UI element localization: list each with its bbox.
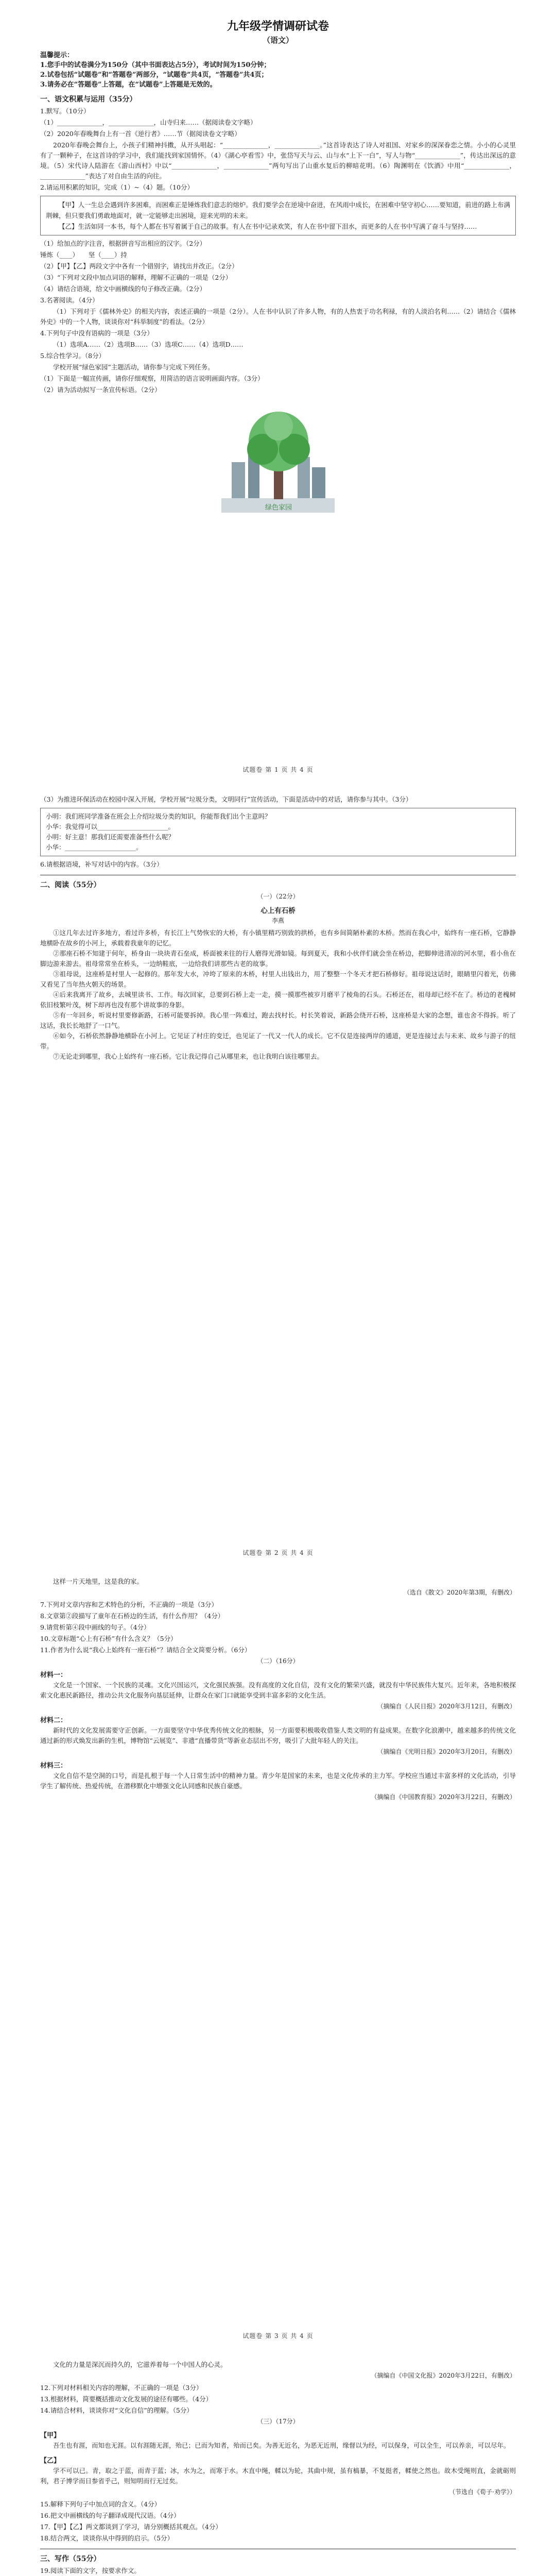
reading-1-question: 7.下列对文章内容和艺术特色的分析，不正确的一项是（3分） xyxy=(40,1601,218,1608)
reading-1-source: （选自《散文》2020年第3期，有删改） xyxy=(403,1589,516,1596)
reading-2-heading: （二）（16分） xyxy=(257,1657,299,1665)
question-4-body: （1）选项A……（2）选项B……（3）选项C……（4）选项D…… xyxy=(53,341,244,348)
question-1-line: （2）2020年春晚舞台上有一首《逆行者》……节（据阅读卷文字略） xyxy=(40,130,241,138)
material-1-heading: 材料一： xyxy=(40,1671,67,1679)
question-2-passage-box xyxy=(40,196,516,235)
reading-1-title: 心上有石桥 xyxy=(260,907,296,915)
reading-1-question: 10.文章标题“心上有石桥”有什么含义？（5分） xyxy=(40,1635,177,1642)
material-1-source: （摘编自《人民日报》2020年3月12日，有删改） xyxy=(377,1703,516,1710)
reading-1-paragraph: ④后来我离开了故乡，去城里读书、工作。每次回家，总要到石桥上走一走，摸一摸那些被岁月磨平了棱角的石头。石桥还在，祖母却已经不在了。桥边的老槐树依旧枝繁叶茂，树下却再也没有那个讲故事的身影。 xyxy=(40,991,516,1009)
reading-1-paragraph: ①这几年去过许多地方，看过许多桥，有长江上气势恢宏的大桥，有小镇里精巧别致的拱桥，也有乡间简陋朴素的木桥。然而在我心中，始终有一座石桥，它静静地横卧在故乡的小河上，承载着我童年的记忆。 xyxy=(40,929,516,947)
page-1-footer: 试题卷 第 1 页 共 4 页 xyxy=(242,766,314,773)
dialog-line: 小明：好主意！那我们还需要准备些什么呢？ xyxy=(46,833,175,841)
material-1-text: 文化是一个国家、一个民族的灵魂。文化兴国运兴，文化强民族强。没有高度的文化自信，没有文化的繁荣兴盛，就没有中华民族伟大复兴。近年来，各地积极探索文化惠民新路径，推动公共文化服务向基层延伸，让群众在家门口就能享受到丰富多彩的文化生活。 xyxy=(40,1681,516,1699)
reading-3-question: 18.结合两文，谈谈你从中得到的启示。（5分） xyxy=(40,2534,174,2542)
poster-building xyxy=(232,462,245,498)
section-1-heading: 一、语文积累与运用（35分） xyxy=(40,95,137,104)
reading-3-heading: （三）（17分） xyxy=(257,2418,299,2425)
question-5-cont: （3）为推进环保活动在校园中深入开展，学校开展“垃圾分类，文明同行”宣传活动，下面是活动中的对话，请你参与其中。（3分） xyxy=(40,795,412,803)
reading-3-question: 16.把文中画横线的句子翻译成现代汉语。（4分） xyxy=(40,2512,180,2519)
poster-building xyxy=(312,467,325,498)
reading-3-jia-text: 吾生也有涯，而知也无涯。以有涯随无涯，殆已；已而为知者，殆而已矣。为善无近名，为恶无近刑，缘督以为经，可以保身，可以全生，可以养亲，可以尽年。 xyxy=(53,2442,510,2449)
exam-title: 九年级学情调研试卷 xyxy=(227,20,329,33)
reading-3-yi-title: 【乙】 xyxy=(40,2457,61,2465)
page-3 xyxy=(0,1566,556,2349)
reading-3-yi-text: 学不可以已。青，取之于蓝，而青于蓝；冰，水为之，而寒于水。木直中绳，輮以为轮，其曲中规，虽有槁暴，不复挺者，輮使之然也。故木受绳则直，金就砺则利，君子博学而日参省乎己，则知明而行无过矣。 xyxy=(40,2467,516,2485)
reading-3-jia-title: 【甲】 xyxy=(40,2432,61,2439)
material-2-heading: 材料二： xyxy=(40,1717,67,1724)
reading-1-question: 11.作者为什么说“我心上始终有一座石桥”？请结合全文简要分析。（6分） xyxy=(40,1646,251,1654)
exam-subtitle: （语文） xyxy=(262,36,293,45)
poster-caption: 绿色家园 xyxy=(265,504,292,512)
note-item: 3.请务必在“答题卷”上答题，在“试题卷”上答题是无效的。 xyxy=(40,81,217,89)
section-3-heading: 三、写作（55分） xyxy=(40,2555,101,2563)
material-2-text: 新时代的文化发展需要守正创新。一方面要坚守中华优秀传统文化的根脉，另一方面要积极吸收借鉴人类文明的有益成果。在数字化浪潮中，越来越多的传统文化通过新的形式焕发出新的生机，博物馆“云展览”、非遗“直播带货”等新业态层出不穷，吸引了大批年轻人的关注。 xyxy=(40,1726,516,1744)
green-home-poster-image xyxy=(211,400,345,519)
question-5: 5.综合性学习。（8分） xyxy=(40,352,106,360)
reading-1-paragraph: ⑥如今，石桥依然静静地横卧在小河上。它见证了村庄的变迁，也见证了一代又一代人的成长。它不仅是连接两岸的通道，更是连接过去与未来、故乡与游子的纽带。 xyxy=(40,1032,516,1050)
reading-3-source: （节选自《荀子·劝学》） xyxy=(449,2488,516,2496)
passage-yi: 【乙】生活如同一本书，每个人都在书写着属于自己的故事。有人在书中记录欢笑，有人在书中留下泪水，而更多的人在书中写满了奋斗与坚持…… xyxy=(59,223,477,230)
reading-3-question: 17.【甲】【乙】两文都谈到了学习，请分别概括其观点。（4分） xyxy=(40,2523,222,2531)
question-2-sub: （2）【甲】【乙】两段文字中各有一个错别字，请找出并改正。（2分） xyxy=(40,262,238,270)
question-3-body: （1）下列对于《儒林外史》的相关内容，表述正确的一项是（2分）。人在书中认识了许多人物，有的人热衷于功名利禄，有的人淡泊名利……（2）请结合《儒林外史》中的一个人物，谈谈你对“科举制度”的看法。（2分） xyxy=(40,308,516,326)
question-2: 2.请运用积累的知识，完成（1）~（4）题。（10分） xyxy=(40,183,194,191)
reading-2-question: 14.请结合材料，谈谈你对“文化自信”的理解。（5分） xyxy=(40,2406,193,2414)
reading-1-author: 李燕 xyxy=(271,917,284,924)
section-2-heading: 二、阅读（55分） xyxy=(40,881,101,889)
reading-2-question: 12.下列对材料相关内容的理解，不正确的一项是（3分） xyxy=(40,2384,203,2392)
reading-2-question: 13.根据材料，简要概括推动文化发展的途径有哪些。（4分） xyxy=(40,2395,213,2403)
dialog-line: 小华：我觉得可以______________________。 xyxy=(46,823,175,831)
question-3: 3.名著阅读。（4分） xyxy=(40,296,99,304)
question-2-sub: （4）请结合语境，给文中画横线的句子修改正确。（2分） xyxy=(40,285,206,293)
question-1: 1.默写。（10分） xyxy=(40,107,90,115)
reading-1-question: 9.请赏析第④段中画线的句子。（4分） xyxy=(40,1623,150,1631)
reading-1-heading: （一）（22分） xyxy=(257,893,299,900)
question-19: 19.阅读下面的文字，按要求作文。 xyxy=(40,2567,141,2574)
passage-jia: 【甲】人一生总会遇到许多困难，而困难正是锤炼我们意志的熔炉。我们要学会在逆境中奋进，在风雨中成长，在困难中坚守初心……要知道，前进的路上布满荆棘，但只要我们勇敢地面对，就一定能够走出困境，迎来光明的未来。 xyxy=(46,201,510,219)
question-5-sub: （2）请为活动拟写一条宣传标语。（2分） xyxy=(40,386,161,394)
material-3-heading: 材料三： xyxy=(40,1762,67,1770)
reading-2-ending: 文化的力量是深沉而持久的，它滋养着每一个中国人的心灵。 xyxy=(53,2361,227,2368)
page-4 xyxy=(0,2349,556,2576)
question-1-line: （1）______________，______________，山寺归来……（据阅读卷文字略） xyxy=(40,118,257,126)
poster-tree-crown xyxy=(264,412,293,440)
reading-1-paragraph: ②那座石桥不知建于何年，桥身由一块块青石垒成，桥面被来往的行人磨得光滑如镜。每到夏天，我和小伙伴们就会坐在桥边，把脚伸进清凉的河水里，看小鱼在脚边游来游去。祖母常常坐在桥头，一边纳鞋底，一边给我们讲那些古老的故事。 xyxy=(40,950,516,968)
page-3-footer: 试题卷 第 3 页 共 4 页 xyxy=(242,2332,314,2340)
question-5-sub: （1）下面是一幅宣传画，请你仔细观察，用简洁的语言说明画面内容。（3分） xyxy=(40,375,264,382)
reading-1-paragraph: ⑤有一年回乡，听说村里要修新路，石桥可能要拆掉。我心里一阵难过，跑去找村长。村长笑着说，新路会绕开石桥，这座桥是大家的念想，谁也舍不得拆。听了这话，我长长地舒了一口气。 xyxy=(40,1011,516,1029)
question-1-body: 2020年春晚会舞台上，小孩子们精神抖擞，从开头唱起：“______________，______________。”这首诗表达了诗人对祖国、对家乡的深深眷恋之情。小小的心灵里有了一颗种子，在这首诗的学习中，我们能找到家国情怀。（4）《湖心亭看雪》中，张岱写天与云、山与水“上下一白”，写人与物“______________”，传达出深远的意境。（5）宋代诗人陆游在《游山西村》中以“______________，______________”两句写出了山重水复后的柳暗花明。（6）陶渊明在《饮酒》中用“______________，______________”表达了对自由生活的向往。 xyxy=(40,141,516,180)
reading-3-question: 15.解释下列句子中加点词的含义。（4分） xyxy=(40,2500,161,2508)
note-item: 1.您手中的试卷满分为150分（其中书面表达占5分），考试时间为150分钟； xyxy=(40,61,271,69)
dialog-box xyxy=(40,808,516,856)
page-2 xyxy=(0,783,556,1566)
page-3-content xyxy=(40,1577,516,1804)
material-2-source: （摘编自《光明日报》2020年3月20日，有删改） xyxy=(377,1748,516,1755)
reading-1-ending: 这样一片天地里，这是我的家。 xyxy=(53,1578,144,1585)
page-2-content xyxy=(40,793,516,1062)
material-3-text: 文化自信不是空洞的口号，而是扎根于每一个人日常生活中的精神力量。青少年是国家的未来，也是文化传承的主力军。学校应当通过丰富多样的文化活动，引导学生了解传统、热爱传统，在潜移默化中增强文化认同感和民族自豪感。 xyxy=(40,1772,516,1790)
question-5-intro: 学校开展“绿色家园”主题活动，请你参与完成下列任务。 xyxy=(53,363,214,371)
page-1-content xyxy=(40,14,516,524)
reading-1-paragraph: ⑦无论走到哪里，我心上始终有一座石桥。它让我记得自己从哪里来，也让我明白该往哪里去。 xyxy=(53,1053,324,1060)
dialog-line: 小明：我们班同学准备在班会上介绍垃圾分类的知识，你能帮我们出个主意吗？ xyxy=(46,812,271,820)
question-6: 6.请根据语境，补写对话中的内容。（3分） xyxy=(40,860,163,868)
page-4-content xyxy=(40,2360,516,2576)
reading-1-question: 8.文章第②段描写了童年在石桥边的生活，有什么作用？（4分） xyxy=(40,1612,224,1620)
notes-heading: 温馨提示： xyxy=(40,52,74,59)
dialog-line: 小华：______________________。 xyxy=(46,843,143,851)
page-2-footer: 试题卷 第 2 页 共 4 页 xyxy=(242,1549,314,1556)
page-1 xyxy=(0,0,556,783)
material-3-source: （摘编自《中国教育报》2020年3月22日，有删改） xyxy=(371,1793,516,1801)
question-4: 4.下列句子中没有语病的一项是（3分） xyxy=(40,329,153,337)
note-item: 2.试卷包括“试题卷”和“答题卷”两部分，“试题卷”共4页，“答题卷”共4页； xyxy=(40,71,268,79)
reading-1-paragraph: ③祖母说，这座桥是村里人一起修的。那年发大水，冲垮了原来的木桥，村里人出钱出力，用了整整一个冬天才把石桥修好。祖母说这话时，眼睛里闪着光，仿佛又看见了当年热火朝天的场景。 xyxy=(40,970,516,988)
question-2-sub: （1）给加点的字注音，根据拼音写出相应的汉字。（2分） xyxy=(40,240,206,247)
question-2-sub: 锤炼（____） 坚（____）持 xyxy=(40,251,127,259)
reading-2-source: （摘编自《中国文化报》2020年3月22日，有删改） xyxy=(371,2372,516,2379)
question-2-sub: （3）“下列对文段中加点词语的解释，理解不正确的一项是（2分） xyxy=(40,274,232,281)
